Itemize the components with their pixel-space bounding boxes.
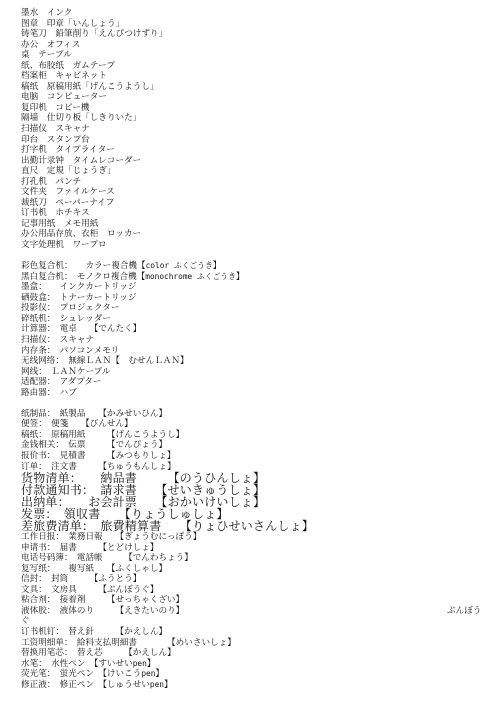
- vocab-line: [21, 595, 491, 606]
- vocab-text: 订单： 注文書 【ちゅうもんしょ】: [21, 461, 176, 472]
- vocab-line: [21, 638, 491, 649]
- vocab-line: 扫描仪 スキャナ: [21, 124, 90, 135]
- vocab-line: [21, 520, 491, 532]
- vocab-line: [21, 680, 491, 691]
- vocabulary-column: [21, 8, 491, 690]
- vocab-line: [21, 606, 491, 617]
- vocab-line: [21, 335, 491, 346]
- vocab-bracket-close: 】: [164, 679, 173, 690]
- vocab-line: [21, 388, 491, 399]
- vocab-text: 扫描仪： スキャナ: [21, 334, 95, 345]
- vocab-bracket-close: 】: [235, 271, 245, 282]
- vocab-line: [21, 543, 491, 554]
- vocab-line: [21, 261, 491, 272]
- vocab-text: 差旅费清单： 旅費精算書 【りょひせいさんしょ】: [21, 519, 315, 534]
- vocab-line: 隔墙 仕切り板「しきりいた」: [21, 113, 142, 124]
- vocab-text: 路由器： ハブ: [21, 387, 77, 398]
- vocab-line: 印台 スタンプ台: [21, 134, 90, 145]
- vocab-text: 货物清单： 納品書 【のうひんしょ】: [21, 471, 266, 486]
- vocab-bracket-close: 】: [146, 658, 156, 669]
- office-vocab-section-3: [21, 409, 491, 690]
- vocab-text: 便签： 便箋 【びんせん】: [21, 419, 133, 430]
- vocab-text: 出纳单： お会計票 【おかいけいしょ】: [21, 495, 266, 510]
- vocab-line: 直尺 定規「じょうぎ」: [21, 166, 116, 177]
- vocab-line: 文字处理机 ワープロ: [21, 240, 107, 251]
- vocab-text: 电话号码簿： 電話帳 【でんわちょう】: [21, 553, 193, 564]
- vocab-text: 计算器： 電卓 【でんたく】: [21, 324, 142, 335]
- vocab-line: [21, 377, 491, 388]
- vocab-text: 报价书： 見積書 【みつもりしょ】: [21, 450, 176, 461]
- vocab-line: [21, 574, 491, 585]
- vocab-line: [21, 648, 491, 659]
- vocab-line: [21, 346, 491, 357]
- vocab-line: 出勤计录钟 タイムレコーダー: [21, 155, 142, 166]
- vocab-line: 图章 印章「いんしょう」: [21, 18, 125, 29]
- vocab-line: 订书机 ホチキス: [21, 208, 90, 219]
- vocab-romaji: monochrome ふくごうき: [145, 271, 236, 281]
- vocab-text: 信封： 封筒 【ふうとう】: [21, 574, 142, 585]
- vocab-romaji: color ふくごうき: [145, 261, 213, 271]
- vocab-line: [21, 272, 491, 283]
- vocab-text: 金钱相关： 伝票 【でんぴょう】: [21, 440, 168, 451]
- vocab-text: 替换用笔芯： 替え芯 【かえしん】: [21, 648, 176, 659]
- vocab-line: 档案柜 キャビネット: [21, 71, 107, 82]
- section-gap: [21, 398, 491, 409]
- vocab-line: [21, 419, 491, 430]
- vocab-line: 打字机 タイプライター: [21, 145, 115, 156]
- vocab-text: 墨盒： インクカートリッジ: [21, 282, 137, 293]
- vocab-line: 记事用纸 メモ用紙: [21, 218, 99, 229]
- vocab-line: [21, 430, 491, 441]
- vocab-line: [21, 293, 491, 304]
- vocab-line: [21, 585, 491, 596]
- vocab-text: 复写纸： 複写紙 【ふくしゃし】: [21, 563, 168, 574]
- vocab-line: [21, 659, 491, 670]
- vocab-romaji: pen: [141, 669, 156, 679]
- vocab-text: 荧光笔： 蛍光ペン 【けいこう: [21, 669, 142, 680]
- vocab-line: [21, 669, 491, 680]
- vocab-line: 稿纸 原稿用紙「げんこうようし」: [21, 81, 159, 92]
- vocab-line: [21, 314, 491, 325]
- vocab-text: 内存条： パソコンメモリ: [21, 345, 120, 356]
- vocab-line: [21, 451, 491, 462]
- vocab-line: 复印机 コピー機: [21, 102, 90, 113]
- vocab-line: 办公用品存放、衣柜 ロッカー: [21, 229, 142, 240]
- vocab-text: 碎纸机： シュレッダー: [21, 313, 111, 324]
- vocab-text: 网线： ＬＡＮケーブル: [21, 366, 111, 377]
- vocab-text: 修正液： 修正ペン 【しゅうせい: [21, 679, 150, 690]
- vocab-line: 裁纸刀 ペーパーナイフ: [21, 197, 115, 208]
- vocab-bracket-close: 】: [155, 669, 165, 680]
- vocab-overflow-fragment: ぶんぼう: [447, 605, 482, 616]
- vocab-line: 铸笔刀 鉛筆削り「えんぴつけずり」: [21, 29, 168, 40]
- vocab-text: 订书机钉： 替え針 【かえしん】: [21, 626, 168, 637]
- vocab-line: [21, 324, 491, 335]
- vocab-text: 发票： 領収書 【りょうしゅしょ】: [21, 507, 229, 522]
- vocab-line: [21, 532, 491, 543]
- vocab-text: 彩色复合机： カラー複合機【: [21, 261, 146, 272]
- vocab-text: 稿纸： 原稿用紙 【げんこうようし】: [21, 429, 185, 440]
- vocab-text: 投影仪： プロジェクター: [21, 303, 120, 314]
- vocab-text: 水笔： 水性ペン 【すいせい: [21, 658, 133, 669]
- vocab-line: [21, 367, 491, 378]
- vocab-line: [21, 282, 491, 293]
- vocab-text: 工作日报： 業務日報 【ぎょうむにっぽう】: [21, 532, 202, 543]
- vocab-line: [21, 303, 491, 314]
- office-vocab-section-1: [21, 8, 491, 251]
- vocab-line: 打孔机 パンチ: [21, 176, 82, 187]
- vocab-text: 工资明细单： 給料支払明細書 【めいさいしょ】: [21, 637, 236, 648]
- vocab-wrapped-fragment: ぐ: [21, 616, 30, 627]
- vocab-text: 无线网络： 無線ＬＡＮ【 むせんＬＡＮ】: [21, 356, 189, 367]
- vocab-line: 文件夹 ファイルケース: [21, 187, 115, 198]
- vocab-text: 付款通知书： 請求書 【せいきゅうしょ】: [21, 483, 266, 498]
- vocab-text: 粘合剂： 接着剤 【せっちゃくざい】: [21, 595, 185, 606]
- vocab-romaji: pen: [149, 679, 164, 689]
- vocab-line: 墨水 インク: [21, 8, 73, 18]
- vocab-line: 纸、布胶纸 ガムテープ: [21, 60, 115, 71]
- vocab-text: 黑白复合机： モノクロ複合機【: [21, 271, 146, 282]
- vocab-line: [21, 356, 491, 367]
- section-gap: [21, 251, 491, 262]
- vocab-line: [21, 409, 491, 420]
- vocab-text: 适配器： アダプター: [21, 377, 102, 388]
- vocab-text: 液体胶： 液体のり 【えきたいのり】: [21, 605, 185, 616]
- vocab-text: 硒鼓盒： トナーカートリッジ: [21, 292, 137, 303]
- vocab-line: [21, 440, 491, 451]
- vocab-line: [21, 553, 491, 564]
- vocab-text: 文具： 文房具 【ぶんぼうぐ】: [21, 584, 159, 595]
- vocab-line: 办公 オフィス: [21, 39, 81, 50]
- vocab-text: 纸制品： 紙製品 【かみせいひん】: [21, 408, 168, 419]
- vocab-romaji: pen: [132, 658, 147, 668]
- vocab-line: 桌 テーブル: [21, 50, 72, 61]
- vocab-line: [21, 627, 491, 638]
- office-vocab-section-2: [21, 261, 491, 398]
- vocab-line: [21, 564, 491, 575]
- vocab-bracket-close: 】: [212, 261, 222, 272]
- vocab-text: 申请书： 届書 【とどけしょ】: [21, 542, 159, 553]
- vocab-line: 电脑 コンピューター: [21, 92, 107, 103]
